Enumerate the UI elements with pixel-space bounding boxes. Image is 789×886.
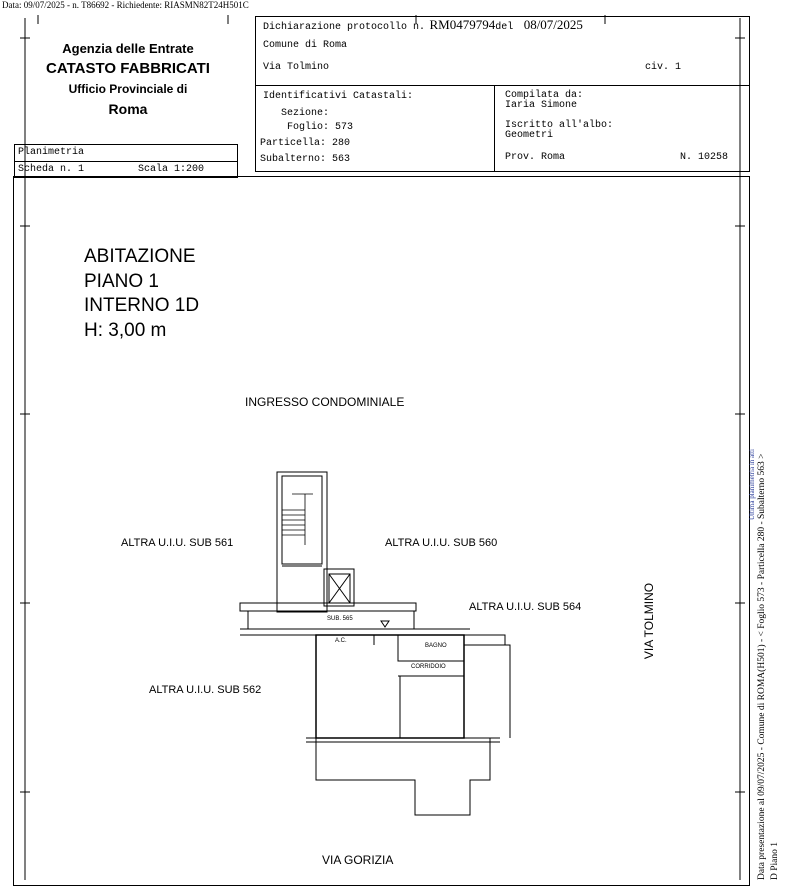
foglio: Foglio: 573 [287, 122, 354, 133]
protocol-date: 08/07/2025 [523, 17, 583, 32]
label-via-gorizia: VIA GORIZIA [322, 853, 394, 867]
planimetria-title: Planimetria [18, 147, 85, 158]
agency-line4: Roma [108, 101, 148, 117]
compilata-name: Iaria Simone [505, 100, 578, 111]
room-corridoio: CORRIDOIO [411, 664, 446, 670]
scheda-number: Scheda n. 1 [18, 164, 85, 175]
room-bagno: BAGNO [425, 643, 447, 649]
request-header: Data: 09/07/2025 - n. T86692 - Richiedente: RIASMN82T24H501C [2, 0, 249, 10]
protocol-label: Dichiarazione protocollo n. [263, 22, 426, 33]
unit-floor: PIANO 1 [84, 270, 159, 292]
province: Prov. Roma [505, 152, 566, 163]
registration-number: N. 10258 [680, 152, 729, 163]
label-sub564: ALTRA U.I.U. SUB 564 [469, 601, 582, 613]
unit-type: ABITAZIONE [84, 246, 196, 267]
room-sub565: SUB. 565 [327, 616, 353, 622]
unit-interior: INTERNO 1D [84, 295, 200, 316]
scala: Scala 1:200 [138, 164, 205, 175]
iscritto-label: Iscritto all'albo: [505, 120, 614, 131]
label-via-tolmino: VIA TOLMINO [642, 582, 657, 660]
agency-line3: Ufficio Provinciale di [68, 82, 188, 96]
label-sub562: ALTRA U.I.U. SUB 562 [149, 684, 262, 696]
protocol-number: RM0479794 [429, 17, 496, 32]
particella: Particella: 280 [260, 138, 351, 149]
room-ac: A.C. [335, 638, 347, 644]
side-text-3: D Piano 1 [770, 842, 780, 880]
label-ingresso: INGRESSO CONDOMINIALE [245, 395, 405, 409]
street: Via Tolmino [263, 62, 330, 73]
unit-height: H: 3,00 m [84, 319, 167, 341]
agency-line2: CATASTO FABBRICATI [46, 60, 210, 77]
side-text-2: Data presentazione al 09/07/2025 - Comune di ROMA(H501) - < Foglio 573 - Particella 280 - Subalterno 563 > [757, 453, 767, 880]
subalterno: Subalterno: 563 [260, 154, 351, 165]
protocol-del: del [495, 22, 514, 33]
label-sub561: ALTRA U.I.U. SUB 561 [121, 537, 234, 549]
label-sub560: ALTRA U.I.U. SUB 560 [385, 537, 498, 549]
compilata-title: Compilata da: [505, 90, 584, 101]
albo: Geometri [505, 130, 554, 141]
side-text-1: Ultima planimetria in atti [748, 449, 756, 520]
identificativi-title: Identificativi Catastali: [263, 91, 414, 102]
comune: Comune di Roma [263, 40, 348, 51]
agency-line1: Agenzia delle Entrate [62, 41, 194, 56]
civic-number: civ. 1 [645, 62, 682, 73]
sezione: Sezione: [281, 108, 330, 119]
